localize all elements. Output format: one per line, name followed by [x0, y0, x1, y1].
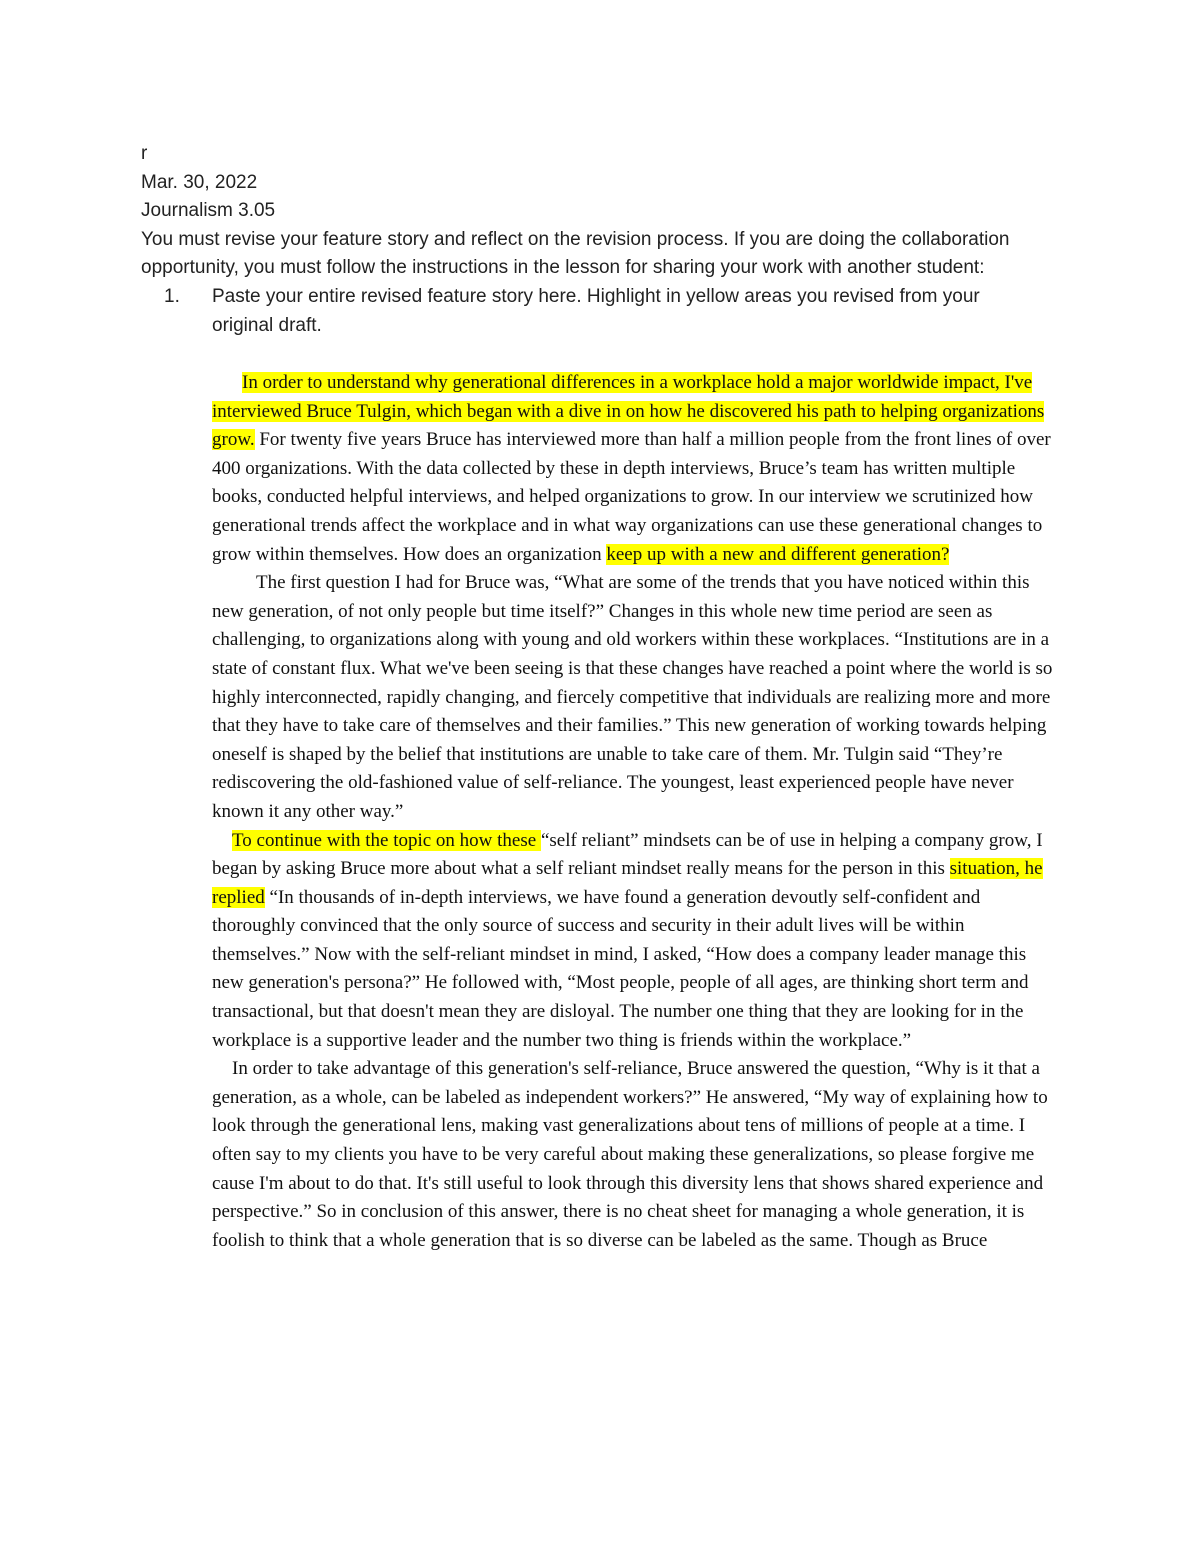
- story-paragraph-1: [212, 369, 1060, 569]
- feature-story: [212, 369, 1060, 1255]
- highlighted-revision: In order to understand why generational differences in a workplace hold a major worldwide impact, I've interviewed Bruce Tulgin, which began with a dive in on how he discovered his path to helping organizations grow.: [212, 372, 1045, 451]
- highlighted-revision: To continue with the topic on how these: [232, 829, 541, 851]
- story-paragraph-4: [212, 1055, 1060, 1255]
- list-item-text: Paste your entire revised feature story here. Highlight in yellow areas you revised from your original draft.: [212, 285, 980, 336]
- highlighted-revision: situation, he replied: [212, 858, 1043, 908]
- story-paragraph-3: [212, 827, 1060, 1056]
- paragraph-text: The first question I had for Bruce was, “What are some of the trends that you have noticed within this new generation, of not only people but time itself?” Changes in this whole new time period are seen as challenging, to organizations along with young and old workers within these workplaces. “Institutions are in a state of constant flux. What we've been seeing is that these changes have reached a point where the world is so highly interconnected, rapidly changing, and fiercely competitive that individuals are realizing more and more that they have to take care of themselves and their families.” This new generation of working towards helping oneself is shaped by the belief that institutions are unable to take care of them. Mr. Tulgin said “They’re rediscovering the old-fashioned value of self-reliance. The youngest, least experienced people have never known it any other way.”: [212, 572, 1053, 822]
- numbered-list: [141, 283, 1041, 340]
- assignment-header: [141, 140, 1041, 340]
- list-item: [141, 283, 1041, 340]
- course-line: Journalism 3.05: [141, 200, 276, 222]
- instructions-paragraph: You must revise your feature story and reflect on the revision process. If you are doing the collaboration opportunity, you must follow the instructions in the lesson for sharing your work with another student:: [141, 228, 1010, 279]
- story-paragraph-2: [212, 569, 1060, 826]
- highlighted-revision: keep up with a new and different generation?: [606, 543, 950, 565]
- date-line: Mar. 30, 2022: [141, 171, 258, 193]
- initial-line: r: [141, 143, 148, 164]
- list-item-number: 1.: [164, 285, 180, 307]
- paragraph-text: For twenty five years Bruce has interviewed more than half a million people from the front lines of over 400 organizations. With the data collected by these in depth interviews, Bruce’s team has written multiple books, conducted helpful interviews, and helped organizations to grow. In our interview we scrutinized how generational trends affect the workplace and in what way organizations can use these generational changes to grow within themselves. How does an organization: [212, 429, 1051, 565]
- paragraph-text: “In thousands of in-depth interviews, we have found a generation devoutly self-confident and thoroughly convinced that the only source of success and security in their adult lives will be within themselves.” Now with the self-reliant mindset in mind, I asked, “How does a company leader manage this new generation's persona?” He followed with, “Most people, people of all ages, are thinking short term and transactional, but that doesn't mean they are disloyal. The number one thing that they are looking for in the workplace is a supportive leader and the number two thing is friends within the workplace.”: [212, 886, 1029, 1051]
- paragraph-text: In order to take advantage of this generation's self-reliance, Bruce answered the question, “Why is it that a generation, as a whole, can be labeled as independent workers?” He answered, “My way of explaining how to look through the generational lens, making vast generalizations about tens of millions of people at a time. I often say to my clients you have to be very careful about making these generalizations, so please forgive me cause I'm about to do that. It's still useful to look through this diversity lens that shows shared experience and perspective.” So in conclusion of this answer, there is no cheat sheet for managing a whole generation, it is foolish to think that a whole generation that is so diverse can be labeled as the same. Though as Bruce: [212, 1058, 1048, 1251]
- paragraph-text: “self reliant” mindsets can be of use in helping a company grow, I began by asking Bruce more about what a self reliant mindset really means for the person in this: [212, 829, 1043, 880]
